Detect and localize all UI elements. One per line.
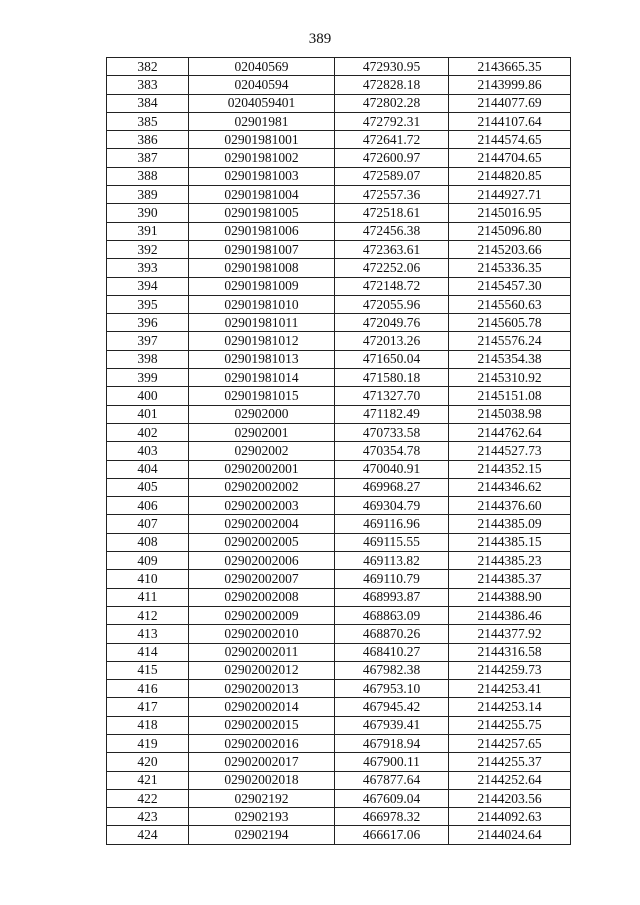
table-body [107, 58, 571, 845]
y-coordinate-cell: 2144574.65 [449, 131, 571, 149]
x-coordinate-cell: 466617.06 [335, 826, 449, 844]
y-coordinate-cell: 2144255.37 [449, 753, 571, 771]
row-number-cell: 387 [107, 149, 189, 167]
table-row [107, 680, 571, 698]
table-row [107, 58, 571, 76]
point-code-cell: 02902002002 [189, 478, 335, 496]
row-number-cell: 410 [107, 570, 189, 588]
point-code-cell: 02901981008 [189, 259, 335, 277]
x-coordinate-cell: 472641.72 [335, 131, 449, 149]
table-row [107, 698, 571, 716]
row-number-cell: 419 [107, 734, 189, 752]
table-row [107, 588, 571, 606]
table-row [107, 570, 571, 588]
point-code-cell: 02902002006 [189, 552, 335, 570]
table-row [107, 753, 571, 771]
row-number-cell: 414 [107, 643, 189, 661]
table-row [107, 442, 571, 460]
row-number-cell: 384 [107, 94, 189, 112]
table-row [107, 826, 571, 844]
row-number-cell: 390 [107, 204, 189, 222]
point-code-cell: 02902192 [189, 789, 335, 807]
point-code-cell: 02902002014 [189, 698, 335, 716]
table-row [107, 734, 571, 752]
point-code-cell: 02901981 [189, 112, 335, 130]
y-coordinate-cell: 2145560.63 [449, 295, 571, 313]
point-code-cell: 02902002008 [189, 588, 335, 606]
point-code-cell: 02902001 [189, 423, 335, 441]
point-code-cell: 02901981002 [189, 149, 335, 167]
point-code-cell: 02902002016 [189, 734, 335, 752]
point-code-cell: 02901981004 [189, 186, 335, 204]
y-coordinate-cell: 2145151.08 [449, 387, 571, 405]
y-coordinate-cell: 2144385.23 [449, 552, 571, 570]
x-coordinate-cell: 472252.06 [335, 259, 449, 277]
row-number-cell: 400 [107, 387, 189, 405]
table-row [107, 240, 571, 258]
y-coordinate-cell: 2144203.56 [449, 789, 571, 807]
y-coordinate-cell: 2144024.64 [449, 826, 571, 844]
y-coordinate-cell: 2144316.58 [449, 643, 571, 661]
x-coordinate-cell: 471580.18 [335, 369, 449, 387]
table-row [107, 314, 571, 332]
x-coordinate-cell: 471327.70 [335, 387, 449, 405]
point-code-cell: 02902002010 [189, 625, 335, 643]
row-number-cell: 420 [107, 753, 189, 771]
point-code-cell: 02902002 [189, 442, 335, 460]
y-coordinate-cell: 2144352.15 [449, 460, 571, 478]
y-coordinate-cell: 2145354.38 [449, 350, 571, 368]
table-row [107, 277, 571, 295]
point-code-cell: 02902002009 [189, 606, 335, 624]
x-coordinate-cell: 467900.11 [335, 753, 449, 771]
y-coordinate-cell: 2145576.24 [449, 332, 571, 350]
point-code-cell: 02901981005 [189, 204, 335, 222]
table-row [107, 423, 571, 441]
row-number-cell: 395 [107, 295, 189, 313]
row-number-cell: 402 [107, 423, 189, 441]
point-code-cell: 02902002011 [189, 643, 335, 661]
point-code-cell: 02902002013 [189, 680, 335, 698]
row-number-cell: 415 [107, 661, 189, 679]
row-number-cell: 406 [107, 497, 189, 515]
y-coordinate-cell: 2144385.37 [449, 570, 571, 588]
table-row [107, 186, 571, 204]
y-coordinate-cell: 2144253.41 [449, 680, 571, 698]
table-row [107, 332, 571, 350]
y-coordinate-cell: 2145336.35 [449, 259, 571, 277]
y-coordinate-cell: 2145310.92 [449, 369, 571, 387]
table-row [107, 350, 571, 368]
x-coordinate-cell: 472557.36 [335, 186, 449, 204]
x-coordinate-cell: 470040.91 [335, 460, 449, 478]
point-code-cell: 02901981003 [189, 167, 335, 185]
row-number-cell: 421 [107, 771, 189, 789]
y-coordinate-cell: 2144762.64 [449, 423, 571, 441]
table-row [107, 167, 571, 185]
row-number-cell: 412 [107, 606, 189, 624]
x-coordinate-cell: 472518.61 [335, 204, 449, 222]
point-code-cell: 02902194 [189, 826, 335, 844]
table-row [107, 259, 571, 277]
row-number-cell: 398 [107, 350, 189, 368]
x-coordinate-cell: 469968.27 [335, 478, 449, 496]
table-row [107, 716, 571, 734]
x-coordinate-cell: 469110.79 [335, 570, 449, 588]
point-code-cell: 02901981007 [189, 240, 335, 258]
table-row [107, 478, 571, 496]
y-coordinate-cell: 2144253.14 [449, 698, 571, 716]
y-coordinate-cell: 2144252.64 [449, 771, 571, 789]
row-number-cell: 388 [107, 167, 189, 185]
table-row [107, 606, 571, 624]
x-coordinate-cell: 472792.31 [335, 112, 449, 130]
table-row [107, 295, 571, 313]
x-coordinate-cell: 472013.26 [335, 332, 449, 350]
coordinates-table [106, 57, 571, 845]
row-number-cell: 392 [107, 240, 189, 258]
point-code-cell: 02902002005 [189, 533, 335, 551]
point-code-cell: 02040594 [189, 76, 335, 94]
row-number-cell: 385 [107, 112, 189, 130]
table-row [107, 387, 571, 405]
x-coordinate-cell: 469115.55 [335, 533, 449, 551]
point-code-cell: 02901981009 [189, 277, 335, 295]
table-row [107, 112, 571, 130]
x-coordinate-cell: 467918.94 [335, 734, 449, 752]
row-number-cell: 393 [107, 259, 189, 277]
y-coordinate-cell: 2144927.71 [449, 186, 571, 204]
table-row [107, 661, 571, 679]
x-coordinate-cell: 472600.97 [335, 149, 449, 167]
row-number-cell: 417 [107, 698, 189, 716]
row-number-cell: 418 [107, 716, 189, 734]
x-coordinate-cell: 472363.61 [335, 240, 449, 258]
row-number-cell: 399 [107, 369, 189, 387]
row-number-cell: 386 [107, 131, 189, 149]
y-coordinate-cell: 2145038.98 [449, 405, 571, 423]
point-code-cell: 02902002003 [189, 497, 335, 515]
point-code-cell: 02901981014 [189, 369, 335, 387]
x-coordinate-cell: 470733.58 [335, 423, 449, 441]
table-row [107, 552, 571, 570]
table-row [107, 222, 571, 240]
point-code-cell: 02901981010 [189, 295, 335, 313]
x-coordinate-cell: 469304.79 [335, 497, 449, 515]
table-row [107, 515, 571, 533]
y-coordinate-cell: 2144527.73 [449, 442, 571, 460]
table-row [107, 497, 571, 515]
row-number-cell: 396 [107, 314, 189, 332]
y-coordinate-cell: 2144255.75 [449, 716, 571, 734]
y-coordinate-cell: 2144377.92 [449, 625, 571, 643]
y-coordinate-cell: 2145605.78 [449, 314, 571, 332]
point-code-cell: 02902002017 [189, 753, 335, 771]
y-coordinate-cell: 2144388.90 [449, 588, 571, 606]
x-coordinate-cell: 471650.04 [335, 350, 449, 368]
point-code-cell: 0204059401 [189, 94, 335, 112]
table-row [107, 204, 571, 222]
x-coordinate-cell: 468863.09 [335, 606, 449, 624]
row-number-cell: 411 [107, 588, 189, 606]
y-coordinate-cell: 2145457.30 [449, 277, 571, 295]
table-row [107, 149, 571, 167]
x-coordinate-cell: 467877.64 [335, 771, 449, 789]
x-coordinate-cell: 468410.27 [335, 643, 449, 661]
y-coordinate-cell: 2144386.46 [449, 606, 571, 624]
x-coordinate-cell: 469116.96 [335, 515, 449, 533]
y-coordinate-cell: 2145203.66 [449, 240, 571, 258]
x-coordinate-cell: 472589.07 [335, 167, 449, 185]
row-number-cell: 391 [107, 222, 189, 240]
point-code-cell: 02902002001 [189, 460, 335, 478]
table-row [107, 533, 571, 551]
y-coordinate-cell: 2144107.64 [449, 112, 571, 130]
x-coordinate-cell: 472456.38 [335, 222, 449, 240]
y-coordinate-cell: 2144385.15 [449, 533, 571, 551]
table-row [107, 405, 571, 423]
page-number: 389 [308, 31, 332, 47]
row-number-cell: 409 [107, 552, 189, 570]
row-number-cell: 401 [107, 405, 189, 423]
x-coordinate-cell: 472049.76 [335, 314, 449, 332]
point-code-cell: 02902000 [189, 405, 335, 423]
y-coordinate-cell: 2144257.65 [449, 734, 571, 752]
x-coordinate-cell: 470354.78 [335, 442, 449, 460]
y-coordinate-cell: 2143999.86 [449, 76, 571, 94]
point-code-cell: 02040569 [189, 58, 335, 76]
x-coordinate-cell: 468870.26 [335, 625, 449, 643]
point-code-cell: 02902002018 [189, 771, 335, 789]
y-coordinate-cell: 2144077.69 [449, 94, 571, 112]
y-coordinate-cell: 2144704.65 [449, 149, 571, 167]
point-code-cell: 02902002012 [189, 661, 335, 679]
point-code-cell: 02901981013 [189, 350, 335, 368]
x-coordinate-cell: 472055.96 [335, 295, 449, 313]
row-number-cell: 403 [107, 442, 189, 460]
point-code-cell: 02902002004 [189, 515, 335, 533]
table-row [107, 625, 571, 643]
y-coordinate-cell: 2144346.62 [449, 478, 571, 496]
point-code-cell: 02902002007 [189, 570, 335, 588]
point-code-cell: 02901981015 [189, 387, 335, 405]
row-number-cell: 413 [107, 625, 189, 643]
y-coordinate-cell: 2144259.73 [449, 661, 571, 679]
y-coordinate-cell: 2144092.63 [449, 808, 571, 826]
row-number-cell: 405 [107, 478, 189, 496]
x-coordinate-cell: 467953.10 [335, 680, 449, 698]
point-code-cell: 02901981012 [189, 332, 335, 350]
row-number-cell: 394 [107, 277, 189, 295]
table-row [107, 643, 571, 661]
table-row [107, 771, 571, 789]
table-row [107, 131, 571, 149]
table-row [107, 808, 571, 826]
x-coordinate-cell: 467939.41 [335, 716, 449, 734]
row-number-cell: 389 [107, 186, 189, 204]
table-row [107, 94, 571, 112]
x-coordinate-cell: 466978.32 [335, 808, 449, 826]
row-number-cell: 408 [107, 533, 189, 551]
x-coordinate-cell: 468993.87 [335, 588, 449, 606]
row-number-cell: 416 [107, 680, 189, 698]
y-coordinate-cell: 2145016.95 [449, 204, 571, 222]
y-coordinate-cell: 2144385.09 [449, 515, 571, 533]
row-number-cell: 397 [107, 332, 189, 350]
point-code-cell: 02901981001 [189, 131, 335, 149]
point-code-cell: 02902002015 [189, 716, 335, 734]
table-row [107, 789, 571, 807]
x-coordinate-cell: 471182.49 [335, 405, 449, 423]
row-number-cell: 404 [107, 460, 189, 478]
x-coordinate-cell: 472802.28 [335, 94, 449, 112]
x-coordinate-cell: 472930.95 [335, 58, 449, 76]
x-coordinate-cell: 472828.18 [335, 76, 449, 94]
point-code-cell: 02901981006 [189, 222, 335, 240]
row-number-cell: 383 [107, 76, 189, 94]
row-number-cell: 424 [107, 826, 189, 844]
table-row [107, 369, 571, 387]
table-row [107, 76, 571, 94]
row-number-cell: 407 [107, 515, 189, 533]
row-number-cell: 423 [107, 808, 189, 826]
x-coordinate-cell: 469113.82 [335, 552, 449, 570]
row-number-cell: 422 [107, 789, 189, 807]
row-number-cell: 382 [107, 58, 189, 76]
table-row [107, 460, 571, 478]
y-coordinate-cell: 2143665.35 [449, 58, 571, 76]
point-code-cell: 02901981011 [189, 314, 335, 332]
y-coordinate-cell: 2144376.60 [449, 497, 571, 515]
x-coordinate-cell: 467609.04 [335, 789, 449, 807]
x-coordinate-cell: 467982.38 [335, 661, 449, 679]
x-coordinate-cell: 472148.72 [335, 277, 449, 295]
x-coordinate-cell: 467945.42 [335, 698, 449, 716]
y-coordinate-cell: 2145096.80 [449, 222, 571, 240]
point-code-cell: 02902193 [189, 808, 335, 826]
y-coordinate-cell: 2144820.85 [449, 167, 571, 185]
